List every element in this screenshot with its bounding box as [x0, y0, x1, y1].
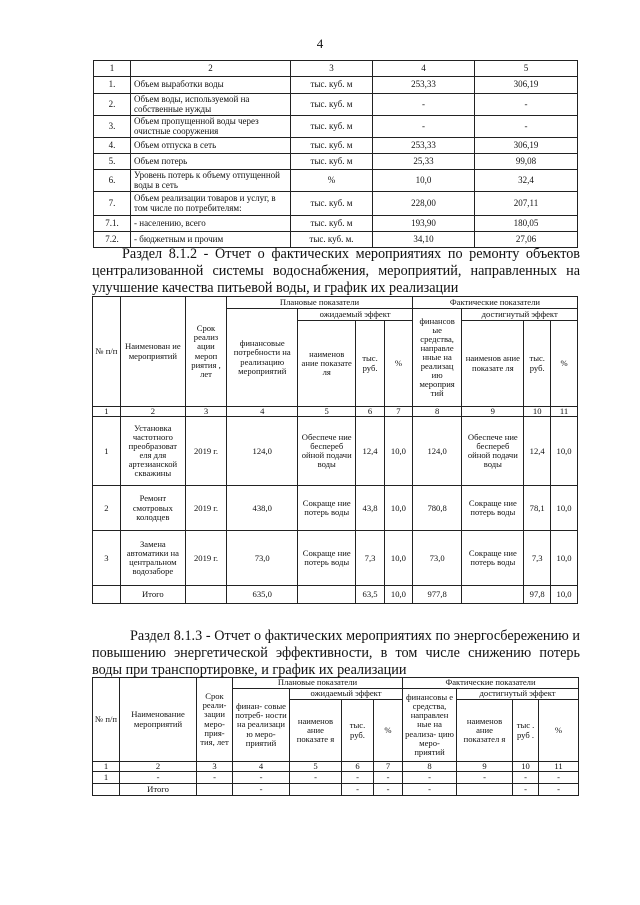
colnum: 4	[373, 61, 475, 77]
header-ind-name-fact: наименов ание показател я	[457, 700, 513, 762]
total-cell: -	[539, 784, 579, 796]
repair-measures-table	[92, 296, 578, 604]
table-row	[93, 772, 579, 784]
row-value-fact: 207,11	[475, 192, 578, 216]
colnum: 10	[513, 762, 539, 772]
row-unit: тыс. куб. м.	[291, 232, 373, 248]
row-num: 6.	[94, 170, 131, 192]
total-cell: -	[374, 784, 403, 796]
colnum: 8	[403, 762, 457, 772]
row-fact-pct: 10,0	[551, 417, 578, 486]
table-row	[93, 531, 578, 586]
row-num: 3.	[94, 116, 131, 138]
row-cell: -	[290, 772, 342, 784]
row-num: 5.	[94, 154, 131, 170]
row-indicator: Сокраще ние потерь воды	[298, 486, 356, 531]
total-fin: 635,0	[227, 586, 298, 604]
row-value-fact: 32,4	[475, 170, 578, 192]
colnum-row	[93, 407, 578, 417]
row-name: Объем отпуска в сеть	[131, 138, 291, 154]
table-row	[94, 94, 578, 116]
row-fact-rub: 12,4	[524, 417, 551, 486]
total-empty	[93, 586, 121, 604]
colnum: 1	[93, 407, 121, 417]
colnum: 9	[457, 762, 513, 772]
row-rub: 7,3	[356, 531, 385, 586]
section-813-heading: Раздел 8.1.3 - Отчет о фактических мероприятиях по энергосбережению и повышению энергетической эффективности, в том числе снижению потерь воды при транспортировке, и график их реализации	[92, 628, 580, 678]
colnum: 6	[342, 762, 374, 772]
total-empty	[290, 784, 342, 796]
header-thousand-rub-fact: тыс. руб.	[524, 321, 551, 407]
total-label: Итого	[120, 586, 185, 604]
row-num: 4.	[94, 138, 131, 154]
row-fact-fin: 780,8	[412, 486, 462, 531]
row-name: Уровень потерь к объему отпущенной воды в сеть	[131, 170, 291, 192]
header-ind-name-fact: наименов ание показате ля	[462, 321, 524, 407]
total-cell: -	[403, 784, 457, 796]
colnum: 2	[131, 61, 291, 77]
row-pct: 10,0	[384, 486, 412, 531]
total-empty	[457, 784, 513, 796]
table-row	[94, 170, 578, 192]
row-year: 2019 г.	[185, 486, 226, 531]
total-row	[93, 784, 579, 796]
row-fact-pct: 10,0	[551, 531, 578, 586]
row-name: Объем выработки воды	[131, 77, 291, 94]
total-fact-pct: 10,0	[551, 586, 578, 604]
total-row	[93, 586, 578, 604]
row-fact-pct: 10,0	[551, 486, 578, 531]
row-value-plan: 10,0	[373, 170, 475, 192]
row-cell: -	[403, 772, 457, 784]
row-num: 2	[93, 486, 121, 531]
row-value-fact: 99,08	[475, 154, 578, 170]
row-unit: тыс. куб. м	[291, 77, 373, 94]
row-name: Ремонт смотровых колодцев	[120, 486, 185, 531]
row-cell: -	[374, 772, 403, 784]
header-fin-need: финансовые потребности на реализацию мероприятий	[227, 309, 298, 407]
row-unit: тыс. куб. м	[291, 116, 373, 138]
row-year: 2019 г.	[185, 531, 226, 586]
row-year: 2019 г.	[185, 417, 226, 486]
colnum: 10	[524, 407, 551, 417]
colnum: 3	[197, 762, 233, 772]
row-pct: 10,0	[384, 417, 412, 486]
table-row	[93, 486, 578, 531]
total-empty	[185, 586, 226, 604]
row-rub: 12,4	[356, 417, 385, 486]
row-value-fact: 306,19	[475, 77, 578, 94]
colnum: 11	[551, 407, 578, 417]
header-num: № п/п	[93, 678, 120, 762]
colnum: 1	[93, 762, 120, 772]
header-fin-direct: финансовы е средства, направлен ные на реализа- цию меро- приятий	[403, 689, 457, 762]
row-fact-indicator: Обеспече ние бесперeб ойной подачи воды	[462, 417, 524, 486]
row-num: 1.	[94, 77, 131, 94]
total-empty	[462, 586, 524, 604]
row-pct: 10,0	[384, 531, 412, 586]
row-fact-fin: 73,0	[412, 531, 462, 586]
total-fact-fin: 977,8	[412, 586, 462, 604]
header-actual: Фактические показатели	[412, 297, 577, 309]
row-indicator: Сокраще ние потерь воды	[298, 531, 356, 586]
table-row	[93, 417, 578, 486]
row-value-plan: 253,33	[373, 77, 475, 94]
row-cell: -	[457, 772, 513, 784]
colnum: 5	[298, 407, 356, 417]
row-value-plan: 193,90	[373, 216, 475, 232]
header-expected: ожидаемый эффект	[290, 689, 403, 700]
colnum: 8	[412, 407, 462, 417]
header-actual: Фактические показатели	[403, 678, 579, 689]
header-ind-name: наименов ание показате ля	[298, 321, 356, 407]
row-name: Установка частотного преобразоват еля для артезианской скважины	[120, 417, 185, 486]
row-fin: 124,0	[227, 417, 298, 486]
table-row	[94, 77, 578, 94]
row-num: 1	[93, 417, 121, 486]
row-cell: -	[342, 772, 374, 784]
header-percent: %	[374, 700, 403, 762]
header-fin-direct: финансов ые средства, направле нные на реализац ию мероприя тий	[412, 309, 462, 407]
colnum: 4	[233, 762, 290, 772]
header-percent: %	[384, 321, 412, 407]
header-expected: ожидаемый эффект	[298, 309, 413, 321]
row-num: 3	[93, 531, 121, 586]
water-balance-table	[93, 60, 578, 248]
row-value-fact: 27,06	[475, 232, 578, 248]
total-pct: 10,0	[384, 586, 412, 604]
colnum: 9	[462, 407, 524, 417]
row-unit: тыс. куб. м	[291, 154, 373, 170]
total-cell: -	[342, 784, 374, 796]
row-name: - населению, всего	[131, 216, 291, 232]
table-row	[94, 138, 578, 154]
total-label: Итого	[120, 784, 197, 796]
row-value-fact: 306,19	[475, 138, 578, 154]
row-num: 2.	[94, 94, 131, 116]
row-num: 7.2.	[94, 232, 131, 248]
row-name: Объем пропущенной воды через очистные сооружения	[131, 116, 291, 138]
colnum: 3	[291, 61, 373, 77]
header-thousand-rub: тыс. руб.	[356, 321, 385, 407]
row-value-fact: -	[475, 94, 578, 116]
total-cell: -	[233, 784, 290, 796]
total-rub: 63,5	[356, 586, 385, 604]
header-thousand-rub: тыс. руб.	[342, 700, 374, 762]
row-cell: -	[233, 772, 290, 784]
colnum: 3	[185, 407, 226, 417]
row-name: Объем реализации товаров и услуг, в том числе по потребителям:	[131, 192, 291, 216]
colnum: 5	[475, 61, 578, 77]
colnum-row	[93, 762, 579, 772]
header-num: № п/п	[93, 297, 121, 407]
colnum: 11	[539, 762, 579, 772]
row-value-plan: 25,33	[373, 154, 475, 170]
row-indicator: Обеспече ние бесперeб ойной подачи воды	[298, 417, 356, 486]
total-empty	[93, 784, 120, 796]
total-empty	[197, 784, 233, 796]
section-812-heading: Раздел 8.1.2 - Отчет о фактических мероприятиях по ремонту объектов централизованной системы водоснабжения, мероприятий, направленных на улучшение качества питьевой воды, и график их реализации	[92, 246, 580, 296]
table-header-row	[94, 61, 578, 77]
total-fact-rub: 97,8	[524, 586, 551, 604]
row-value-plan: 228,00	[373, 192, 475, 216]
page-number: 4	[316, 36, 324, 51]
row-num: 7.1.	[94, 216, 131, 232]
header-thousand-rub-fact: тыс . руб .	[513, 700, 539, 762]
row-value-plan: -	[373, 116, 475, 138]
header-term: Срок реализ ации мероп риятия , лет	[185, 297, 226, 407]
row-rub: 43,8	[356, 486, 385, 531]
colnum: 6	[356, 407, 385, 417]
total-cell: -	[513, 784, 539, 796]
table-row	[94, 116, 578, 138]
row-cell: -	[539, 772, 579, 784]
colnum: 2	[120, 762, 197, 772]
colnum: 7	[384, 407, 412, 417]
header-name: Наименован ие мероприятий	[120, 297, 185, 407]
header-planned: Плановые показатели	[227, 297, 413, 309]
row-value-fact: 180,05	[475, 216, 578, 232]
header-percent-fact: %	[551, 321, 578, 407]
header-percent-fact: %	[539, 700, 579, 762]
row-fact-indicator: Сокраще ние потерь воды	[462, 531, 524, 586]
row-value-fact: -	[475, 116, 578, 138]
header-planned: Плановые показатели	[233, 678, 403, 689]
row-unit: тыс. куб. м	[291, 192, 373, 216]
energy-measures-table	[92, 677, 579, 796]
row-num: 1	[93, 772, 120, 784]
colnum: 2	[120, 407, 185, 417]
header-ind-name: наименов ание показате я	[290, 700, 342, 762]
row-unit: тыс. куб. м	[291, 94, 373, 116]
row-unit: %	[291, 170, 373, 192]
row-fact-fin: 124,0	[412, 417, 462, 486]
colnum: 5	[290, 762, 342, 772]
header-achieved: достигнутый эффект	[462, 309, 578, 321]
row-fin: 73,0	[227, 531, 298, 586]
header-fin-need: финан- совые потреб- ности на реализаци ю меро- приятий	[233, 689, 290, 762]
table-row	[94, 192, 578, 216]
row-name: Объем воды, используемой на собственные нужды	[131, 94, 291, 116]
colnum: 7	[374, 762, 403, 772]
row-name: Объем потерь	[131, 154, 291, 170]
header-term: Срок реали- зации меро- прия- тия, лет	[197, 678, 233, 762]
row-fact-rub: 7,3	[524, 531, 551, 586]
row-num: 7.	[94, 192, 131, 216]
row-cell: -	[197, 772, 233, 784]
row-cell: -	[513, 772, 539, 784]
row-value-plan: 34,10	[373, 232, 475, 248]
table-row	[94, 154, 578, 170]
row-cell: -	[120, 772, 197, 784]
row-value-plan: 253,33	[373, 138, 475, 154]
total-empty	[298, 586, 356, 604]
header-name: Наименование мероприятий	[120, 678, 197, 762]
row-fin: 438,0	[227, 486, 298, 531]
colnum: 1	[94, 61, 131, 77]
row-value-plan: -	[373, 94, 475, 116]
row-name: Замена автоматики на центральном водозаборе	[120, 531, 185, 586]
colnum: 4	[227, 407, 298, 417]
row-fact-indicator: Сокраще ние потерь воды	[462, 486, 524, 531]
table-row	[94, 216, 578, 232]
header-achieved: достигнутый эффект	[457, 689, 579, 700]
row-name: - бюджетным и прочим	[131, 232, 291, 248]
row-unit: тыс. куб. м	[291, 138, 373, 154]
row-fact-rub: 78,1	[524, 486, 551, 531]
row-unit: тыс. куб. м	[291, 216, 373, 232]
